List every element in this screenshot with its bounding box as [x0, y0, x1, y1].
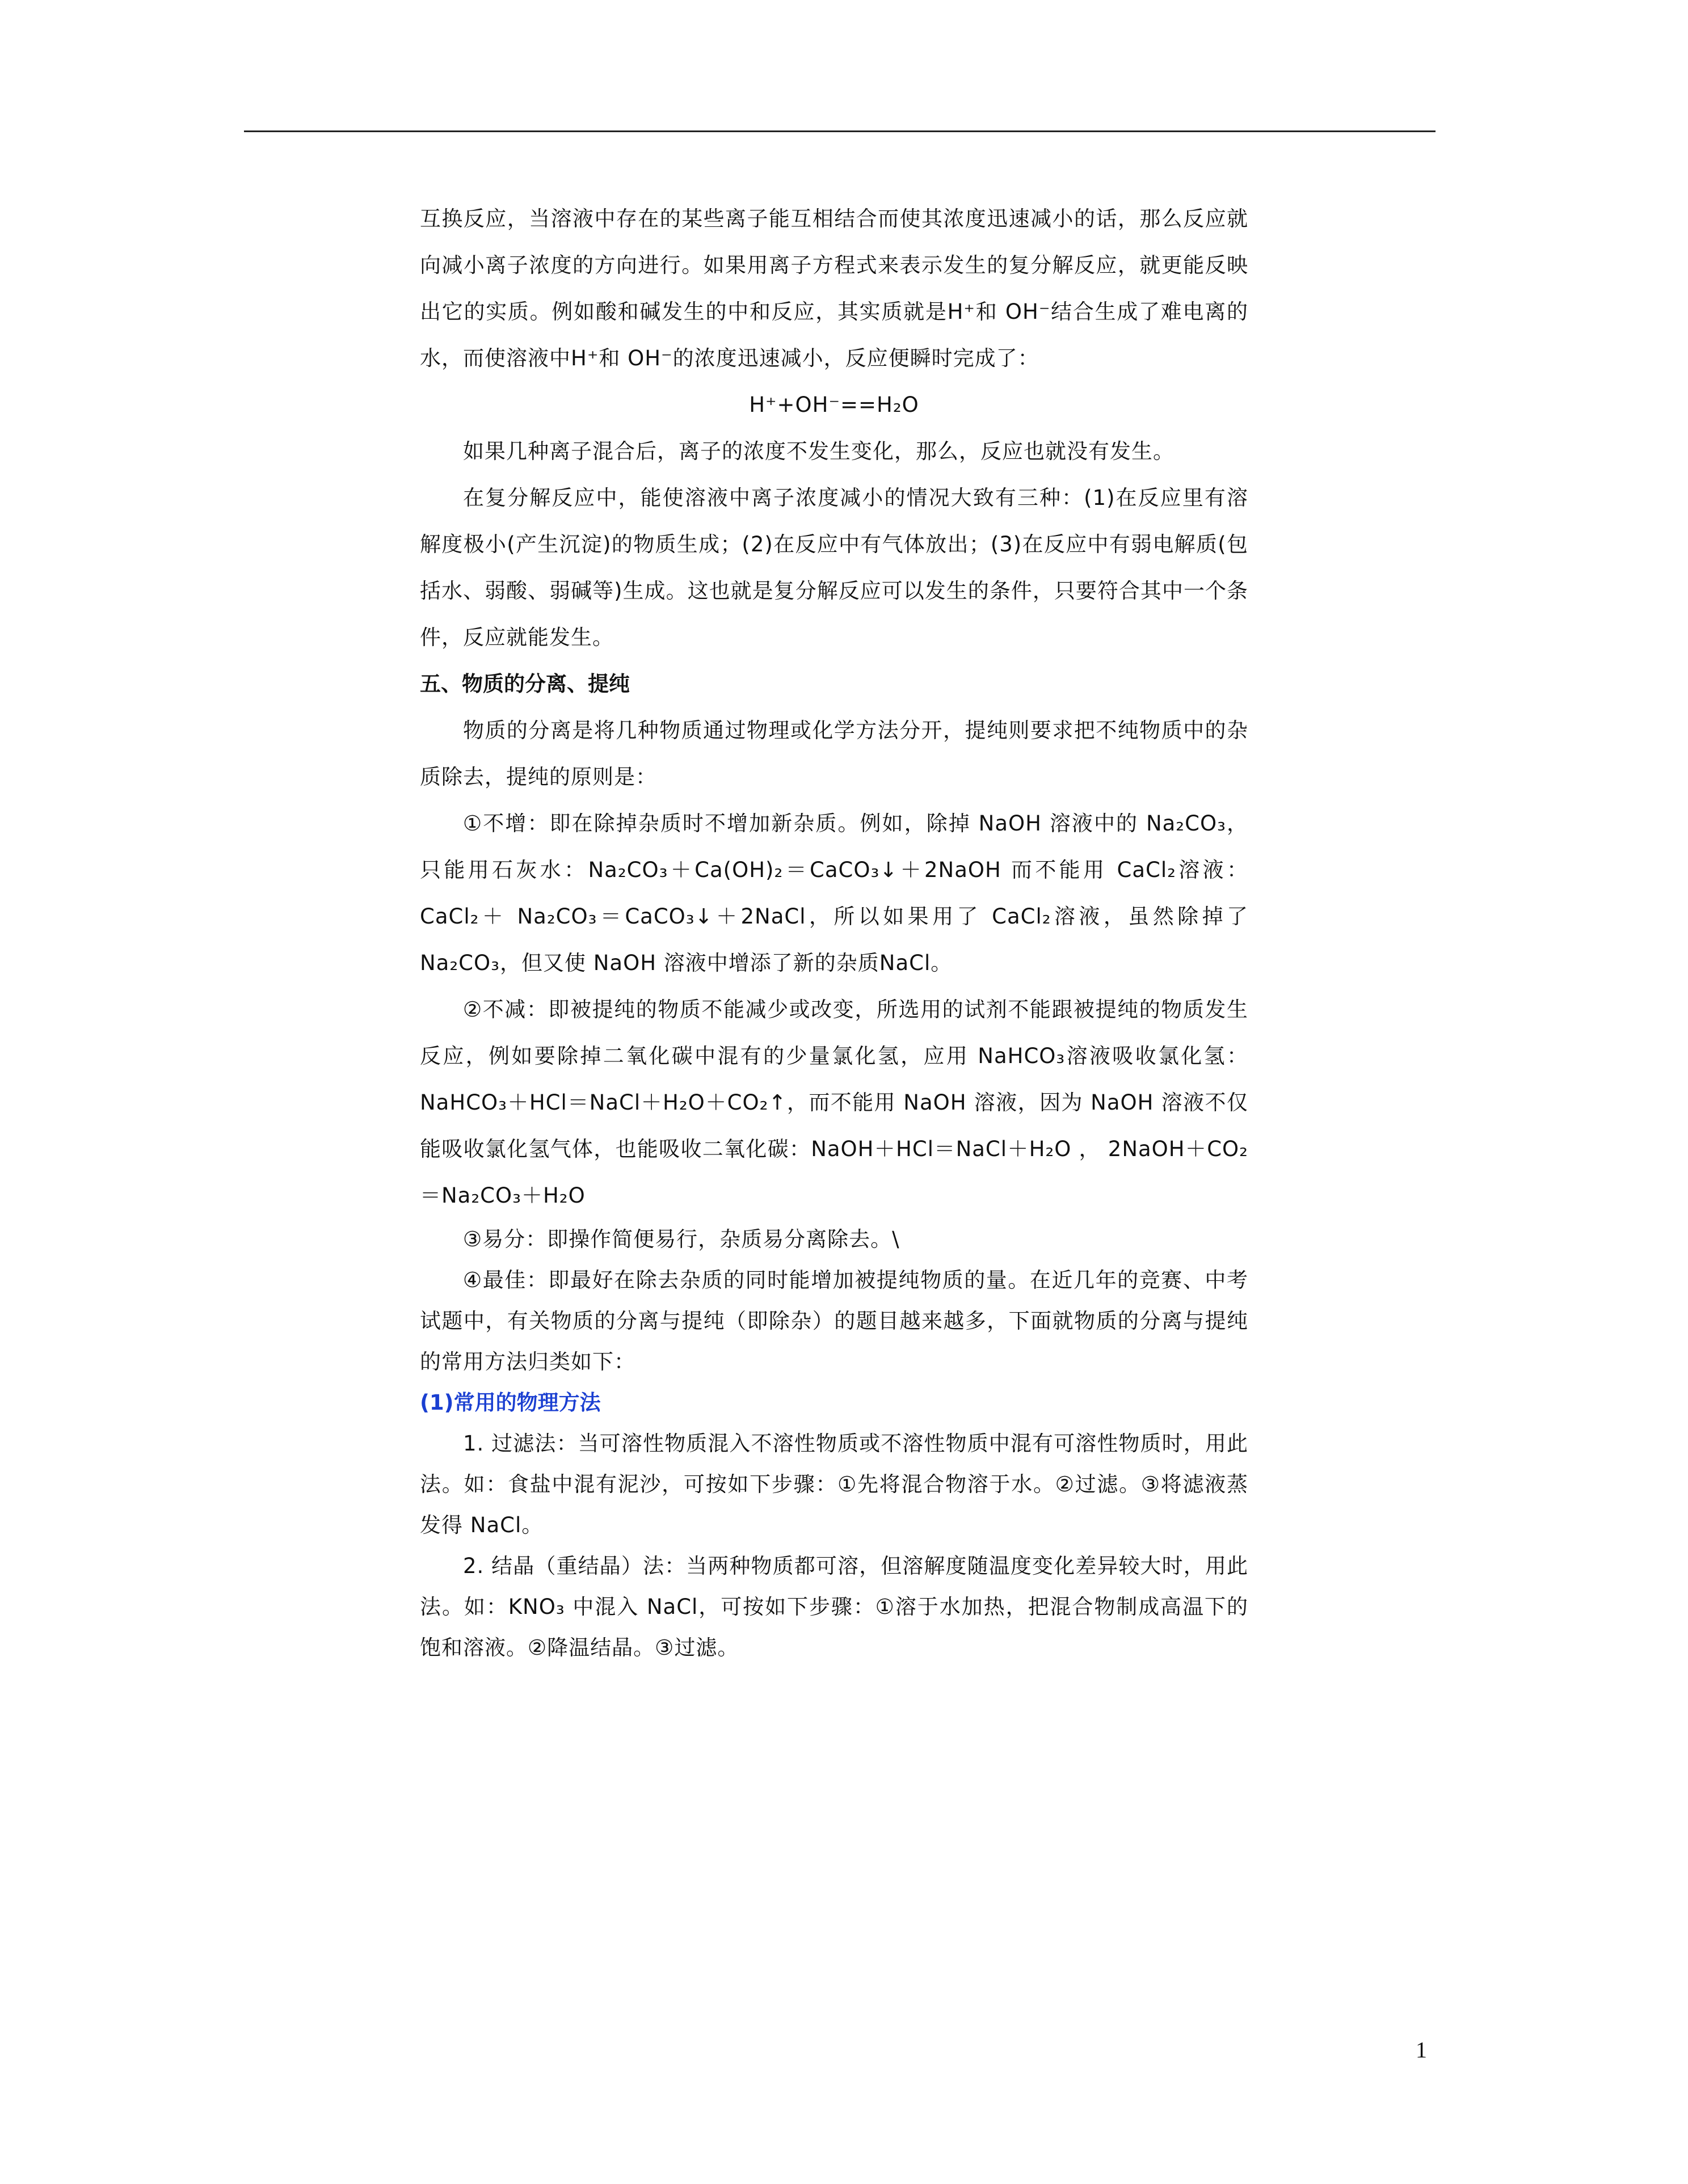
paragraph: 物质的分离是将几种物质通过物理或化学方法分开，提纯则要求把不纯物质中的杂质除去，提纯的原则是：	[420, 718, 1248, 789]
subsection-heading: (1)常用的物理方法	[420, 1390, 601, 1415]
section-heading: 五、物质的分离、提纯	[420, 672, 630, 696]
paragraph: 2. 结晶（重结晶）法：当两种物质都可溶，但溶解度随温度变化差异较大时，用此法。如：KNO₃ 中混入 NaCl，可按如下步骤：①溶于水加热，把混合物制成高温下的饱和溶液。②降温结晶。③过滤。	[420, 1554, 1248, 1660]
document-body	[420, 196, 1248, 1668]
paragraph: ①不增：即在除掉杂质时不增加新杂质。例如，除掉 NaOH 溶液中的 Na₂CO₃，只能用石灰水：Na₂CO₃＋Ca(OH)₂＝CaCO₃↓＋2NaOH 而不能用 CaCl₂溶液：CaCl₂＋ Na₂CO₃＝CaCO₃↓＋2NaCl，所以如果用了 CaCl₂溶液，虽然除掉了 Na₂CO₃，但又使 NaOH 溶液中增添了新的杂质NaCl。	[420, 811, 1248, 975]
paragraph: 1. 过滤法：当可溶性物质混入不溶性物质或不溶性物质中混有可溶性物质时，用此法。如：食盐中混有泥沙，可按如下步骤：①先将混合物溶于水。②过滤。③将滤液蒸发得 NaCl。	[420, 1431, 1248, 1537]
paragraph: 如果几种离子混合后，离子的浓度不发生变化，那么，反应也就没有发生。	[463, 439, 1175, 463]
paragraph: 互换反应，当溶液中存在的某些离子能互相结合而使其浓度迅速减小的话，那么反应就向减小离子浓度的方向进行。如果用离子方程式来表示发生的复分解反应，就更能反映出它的实质。例如酸和碱发生的中和反应，其实质就是H⁺和 OH⁻结合生成了难电离的水，而使溶液中H⁺和 OH⁻的浓度迅速减小，反应便瞬时完成了：	[420, 206, 1248, 370]
paragraph: ②不减：即被提纯的物质不能减少或改变，所选用的试剂不能跟被提纯的物质发生反应，例如要除掉二氧化碳中混有的少量氯化氢，应用 NaHCO₃溶液吸收氯化氢：NaHCO₃＋HCl＝NaCl＋H₂O＋CO₂↑，而不能用 NaOH 溶液，因为 NaOH 溶液不仅能吸收氯化氢气体，也能吸收二氧化碳：NaOH＋HCl＝NaCl＋H₂O ， 2NaOH＋CO₂＝Na₂CO₃＋H₂O	[420, 997, 1248, 1208]
page-number: 1	[1416, 2037, 1427, 2063]
header-rule	[244, 130, 1436, 132]
paragraph: 在复分解反应中，能使溶液中离子浓度减小的情况大致有三种：(1)在反应里有溶解度极小(产生沉淀)的物质生成；(2)在反应中有气体放出；(3)在反应中有弱电解质(包括水、弱酸、弱碱等)生成。这也就是复分解反应可以发生的条件，只要符合其中一个条件，反应就能发生。	[420, 486, 1248, 650]
equation: H⁺+OH⁻==H₂O	[749, 393, 919, 417]
paragraph: ④最佳：即最好在除去杂质的同时能增加被提纯物质的量。在近几年的竞赛、中考试题中，有关物质的分离与提纯（即除杂）的题目越来越多，下面就物质的分离与提纯的常用方法归类如下：	[420, 1268, 1248, 1374]
paragraph: ③易分：即操作简便易行，杂质易分离除去。\	[463, 1227, 900, 1251]
